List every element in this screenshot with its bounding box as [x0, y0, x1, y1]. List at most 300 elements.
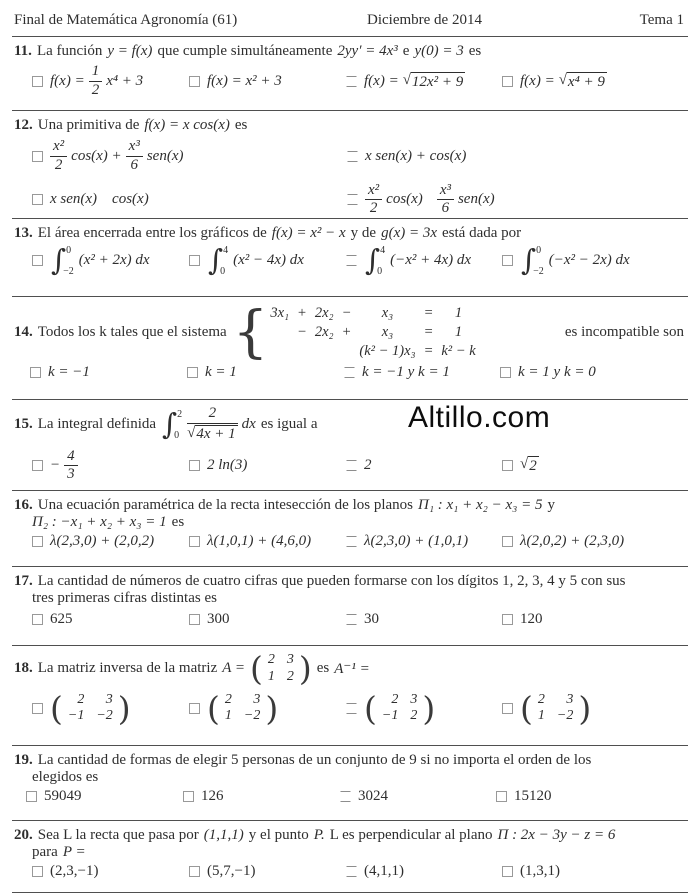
system-cell: −	[297, 324, 307, 340]
math-segment: P =	[62, 844, 86, 860]
question-number: 17.	[14, 573, 33, 589]
denominator: 3	[67, 466, 75, 483]
matrix-cell: −2	[96, 708, 113, 724]
text-segment: Todos los k tales que el sistema	[37, 324, 227, 340]
question-19-options	[14, 788, 686, 805]
checkbox[interactable]	[26, 791, 37, 802]
option	[502, 456, 686, 475]
matrix-cell: 1	[267, 668, 275, 684]
option	[347, 183, 686, 218]
question-20-options	[14, 863, 686, 880]
option-label: 30	[364, 611, 379, 627]
denominator: 2	[54, 156, 63, 173]
numerator: 4	[64, 449, 78, 467]
option-label: 126	[201, 788, 224, 804]
system-cell: 1	[454, 324, 463, 340]
option	[502, 692, 686, 726]
question-number: 19.	[14, 752, 33, 768]
question-18	[12, 646, 688, 746]
option-label: k = −1 y k = 1	[362, 364, 450, 380]
option	[32, 244, 189, 277]
system-cell: 2x₂	[314, 305, 334, 321]
matrix-cell: 2	[410, 708, 418, 724]
system-cell: =	[423, 343, 434, 359]
option	[32, 449, 189, 484]
matrix-cell: −1	[381, 708, 399, 724]
square-root	[403, 72, 466, 91]
option-label: λ(2,3,0) + (2,0,2)	[50, 533, 155, 549]
text-segment: tres primeras cifras distintas es	[32, 590, 217, 606]
checkbox[interactable]	[32, 703, 43, 714]
math-text: (x² + 2x) dx	[78, 252, 150, 268]
option-label: (2,3,−1)	[50, 863, 99, 879]
option	[496, 788, 686, 805]
checkbox[interactable]	[340, 791, 351, 802]
text-segment: y	[547, 497, 556, 513]
option-label	[50, 64, 143, 99]
question-16-text-line1	[14, 497, 686, 514]
checkbox[interactable]	[187, 367, 198, 378]
system-cell: =	[423, 324, 434, 340]
option	[346, 457, 502, 474]
math-segment: (1,1,1)	[203, 827, 244, 843]
question-19-text-line2	[14, 769, 686, 786]
matrix-cell: ( 2	[391, 691, 399, 707]
math-text: f(x) =	[364, 72, 399, 89]
text-segment: está dada por	[442, 225, 522, 241]
option-label: 2	[364, 457, 372, 474]
option	[340, 788, 496, 805]
text-segment: L es perpendicular al plano	[329, 827, 493, 843]
math-text: −	[50, 457, 61, 474]
question-17	[12, 567, 688, 646]
question-16-text-line2	[14, 514, 686, 531]
numerator: 2	[187, 406, 238, 424]
matrix-cell: 3	[566, 691, 574, 707]
option-label	[364, 72, 465, 91]
math-text: cos(x) +	[71, 147, 122, 164]
lower-limit: −2	[63, 266, 74, 277]
system-cell: (k² − 1)x₃	[359, 343, 416, 359]
radicand: √ 2	[529, 458, 537, 475]
checkbox[interactable]	[189, 866, 200, 877]
matrix-cell: ( 2	[537, 691, 545, 707]
option-label	[364, 244, 471, 277]
checkbox[interactable]	[189, 614, 200, 625]
matrix-cell: −2	[243, 708, 261, 724]
matrix-cell: 1	[224, 708, 232, 724]
option	[32, 533, 189, 550]
matrix	[50, 692, 131, 726]
denominator: 2	[91, 81, 100, 98]
system-cell: x₃	[381, 305, 394, 321]
option	[187, 364, 344, 381]
option	[32, 139, 347, 174]
option	[32, 611, 189, 628]
option	[502, 611, 686, 628]
denominator	[187, 424, 238, 443]
numerator: x²	[365, 183, 382, 201]
option-label	[50, 139, 183, 174]
math-segment: g(x) = 3x	[381, 225, 438, 241]
radicand: √ 4x + 1	[196, 425, 236, 442]
question-12-text	[14, 117, 686, 134]
text-segment: es	[468, 43, 482, 59]
question-14-text	[14, 299, 686, 365]
option-label: f(x) = x² + 3	[207, 72, 282, 89]
lower-limit: 0	[377, 266, 383, 277]
question-number: 16.	[14, 497, 33, 513]
fraction	[187, 406, 238, 443]
checkbox[interactable]	[189, 255, 200, 266]
system-cell: =	[423, 305, 434, 321]
system-cell: +	[341, 324, 352, 340]
question-13	[12, 219, 688, 297]
question-number: 14.	[14, 324, 33, 340]
checkbox[interactable]	[346, 614, 357, 625]
lower-limit: 0	[174, 429, 180, 441]
checkbox[interactable]	[346, 255, 357, 266]
math-segment: y(0) = 3	[414, 43, 464, 59]
denominator: 6	[130, 156, 138, 173]
checkbox[interactable]	[344, 367, 355, 378]
math-segment: y = f(x)	[107, 43, 153, 59]
numerator: 1	[89, 64, 103, 82]
radicand: √ x⁴ + 9	[567, 73, 605, 90]
math-segment: A =	[222, 660, 246, 677]
question-14-options	[14, 364, 686, 381]
square-root	[559, 72, 607, 91]
checkbox[interactable]	[32, 460, 43, 471]
question-12-options	[14, 139, 686, 217]
question-16	[12, 491, 688, 567]
option	[183, 788, 340, 805]
option-label	[520, 244, 630, 277]
exam-title: Final de Matemática Agronomía (61)	[14, 11, 238, 28]
math-segment: f(x) = x² − x	[271, 225, 346, 241]
question-15-text	[14, 406, 686, 443]
exam-date: Diciembre de 2014	[367, 11, 482, 28]
option	[346, 244, 502, 277]
lower-limit: 0	[220, 266, 226, 277]
system-cell: 3x₁	[270, 305, 290, 321]
checkbox[interactable]	[347, 194, 358, 205]
option	[189, 244, 346, 277]
matrix-cell: −1	[67, 708, 85, 724]
option	[189, 73, 346, 90]
math-text: cos(x)	[386, 191, 423, 208]
option	[189, 863, 346, 880]
question-20	[12, 821, 688, 893]
option-label: 2 ln(3)	[207, 457, 248, 474]
option-label: 3024	[358, 788, 388, 804]
option-label: x sen(x) + cos(x)	[365, 147, 467, 164]
matrix-cell: 3	[105, 691, 113, 707]
option-label	[50, 449, 78, 484]
text-segment: La matriz inversa de la matriz	[37, 660, 218, 677]
option	[32, 863, 189, 880]
denominator: 6	[441, 200, 450, 217]
question-17-options	[14, 611, 686, 628]
math-text: f(x) =	[50, 72, 85, 89]
system-cell: 2x₂	[314, 324, 334, 340]
option	[32, 692, 189, 726]
option-label	[50, 244, 150, 277]
checkbox[interactable]	[346, 703, 357, 714]
question-number: 11.	[14, 43, 32, 59]
option-label: 120	[520, 611, 543, 627]
text-segment: Una ecuación paramétrica de la recta intesección de los planos	[37, 497, 413, 513]
option-label: k = −1	[48, 364, 90, 380]
option	[26, 788, 183, 805]
matrix-cell: 3	[253, 691, 261, 707]
math-text: (−x² − 2x) dx	[548, 252, 630, 268]
checkbox[interactable]	[502, 76, 513, 87]
integral-expression	[161, 406, 256, 443]
option-label: k = 1	[205, 364, 237, 380]
option	[189, 692, 346, 726]
question-13-options	[14, 244, 686, 277]
math-text: (x² − 4x) dx	[233, 252, 304, 268]
checkbox[interactable]	[502, 536, 513, 547]
brace-symbol: {	[232, 299, 269, 365]
option-label: 625	[50, 611, 73, 627]
matrix-cell: 1	[537, 708, 545, 724]
checkbox[interactable]	[189, 76, 200, 87]
option-label	[520, 72, 607, 91]
page-header	[12, 4, 688, 37]
text-segment: que cumple simultáneamente	[157, 43, 333, 59]
option	[189, 533, 346, 550]
system-cell: k² − k	[441, 343, 476, 359]
checkbox[interactable]	[32, 151, 43, 162]
option	[32, 64, 189, 99]
checkbox[interactable]	[346, 866, 357, 877]
system-cell: −	[341, 305, 352, 321]
checkbox[interactable]	[32, 614, 43, 625]
integral	[51, 244, 74, 277]
matrix	[250, 652, 312, 686]
checkbox[interactable]	[502, 703, 513, 714]
option-label: 15120	[514, 788, 552, 804]
question-number: 15.	[14, 415, 33, 432]
checkbox[interactable]	[189, 460, 200, 471]
checkbox[interactable]	[500, 367, 511, 378]
question-19-text-line1	[14, 752, 686, 769]
option-label	[520, 456, 539, 475]
option	[502, 72, 686, 91]
question-11-text	[14, 43, 686, 60]
fraction	[437, 183, 454, 218]
option	[502, 533, 686, 550]
option	[502, 244, 686, 277]
numerator: x³	[437, 183, 454, 201]
integral	[208, 244, 228, 277]
upper-limit: ∫ 4	[223, 245, 229, 256]
math-text: (−x² + 4x) dx	[390, 252, 472, 268]
question-18-text	[14, 652, 686, 686]
system-cell: +	[297, 305, 307, 321]
option-label	[207, 244, 304, 277]
math-text: dx	[241, 415, 256, 432]
matrix-cell: 2	[286, 668, 294, 684]
question-14	[12, 297, 688, 400]
checkbox[interactable]	[347, 151, 358, 162]
watermark: Altillo.com	[408, 401, 551, 434]
lower-limit: −2	[533, 266, 544, 277]
question-18-options	[14, 692, 686, 726]
math-text: x⁴ + 3	[106, 72, 144, 89]
text-segment: es incompatible son	[564, 324, 684, 340]
option-label: 59049	[44, 788, 82, 804]
upper-limit: ∫ 4	[380, 245, 386, 256]
fraction	[365, 183, 382, 218]
option-label: x sen(x) cos(x)	[50, 191, 149, 208]
upper-limit: ∫ 2	[177, 408, 183, 420]
text-segment: Una primitiva de	[37, 117, 140, 133]
text-segment: elegidos es	[32, 769, 99, 785]
option-label: λ(2,3,0) + (1,0,1)	[364, 533, 469, 549]
question-number: 20.	[14, 827, 33, 843]
square-root	[520, 456, 539, 475]
option	[502, 863, 686, 880]
question-12	[12, 111, 688, 219]
text-segment: es igual a	[260, 415, 318, 432]
option	[189, 457, 346, 474]
upper-limit: ∫ 0	[536, 245, 542, 256]
fraction	[89, 64, 103, 99]
option-label: (5,7,−1)	[207, 863, 256, 879]
matrix-cell: 3	[410, 691, 418, 707]
checkbox[interactable]	[189, 703, 200, 714]
checkbox[interactable]	[502, 614, 513, 625]
checkbox[interactable]	[32, 866, 43, 877]
text-segment: y de	[350, 225, 377, 241]
text-segment: es	[234, 117, 248, 133]
text-segment: e	[402, 43, 410, 59]
radicand: √ 12x² + 9	[411, 73, 464, 90]
question-13-text	[14, 225, 686, 242]
option-label	[365, 183, 495, 218]
option	[346, 72, 502, 91]
text-segment: La función	[36, 43, 103, 59]
system-cell: 1	[454, 305, 463, 321]
math-segment: A⁻¹ =	[334, 661, 370, 678]
option-label: λ(1,0,1) + (4,6,0)	[207, 533, 312, 549]
numerator: x²	[50, 139, 67, 157]
text-segment: La integral definida	[37, 415, 157, 432]
question-16-options	[14, 533, 686, 550]
checkbox[interactable]	[189, 536, 200, 547]
denominator: 2	[369, 200, 378, 217]
option	[346, 533, 502, 550]
checkbox[interactable]	[502, 460, 513, 471]
math-segment: Π₂ : −x₁ + x₂ + x₃ = 1	[32, 514, 167, 530]
option	[346, 611, 502, 628]
equation-system	[270, 305, 475, 360]
square-root	[187, 425, 238, 443]
question-19	[12, 746, 688, 821]
math-text: f(x) =	[520, 72, 555, 89]
math-segment: 2yy′ = 4x³	[337, 43, 398, 59]
text-segment: La cantidad de formas de elegir 5 personas de un conjunto de 9 si no importa el orden de los	[37, 752, 592, 768]
checkbox[interactable]	[346, 536, 357, 547]
checkbox[interactable]	[32, 255, 43, 266]
integral	[162, 408, 182, 441]
matrix	[207, 692, 278, 726]
option-label: 300	[207, 611, 230, 627]
integral	[365, 244, 385, 277]
checkbox[interactable]	[502, 866, 513, 877]
text-segment: El área encerrada entre los gráficos de	[37, 225, 267, 241]
question-15	[12, 400, 688, 491]
matrix-cell: ( 2	[224, 691, 232, 707]
checkbox[interactable]	[30, 367, 41, 378]
question-11	[12, 37, 688, 111]
question-17-text-line2	[14, 590, 686, 607]
option	[189, 611, 346, 628]
integral	[521, 244, 544, 277]
question-20-text-line2	[14, 844, 686, 861]
text-segment: y el punto	[248, 827, 309, 843]
checkbox[interactable]	[183, 791, 194, 802]
question-15-options	[14, 449, 686, 484]
question-17-text-line1	[14, 573, 686, 590]
fraction	[64, 449, 78, 484]
checkbox[interactable]	[32, 536, 43, 547]
text-segment: para	[32, 844, 58, 860]
text-segment: Sea L la recta que pasa por	[37, 827, 199, 843]
option	[347, 139, 686, 174]
fraction	[126, 139, 143, 174]
option-label: (1,3,1)	[520, 863, 560, 879]
checkbox[interactable]	[32, 194, 43, 205]
math-segment: Π : 2x − 3y − z = 6	[497, 827, 616, 843]
option	[346, 692, 502, 726]
option	[344, 364, 500, 381]
math-text: sen(x)	[457, 191, 495, 208]
option	[346, 863, 502, 880]
question-20-text-line1	[14, 827, 686, 844]
checkbox[interactable]	[32, 76, 43, 87]
question-number: 13.	[14, 225, 33, 241]
matrix-cell: ( 2	[77, 691, 85, 707]
option	[500, 364, 686, 381]
matrix	[364, 692, 435, 726]
checkbox[interactable]	[496, 791, 507, 802]
checkbox[interactable]	[502, 255, 513, 266]
option-label: (4,1,1)	[364, 863, 404, 879]
math-segment: Π₁ : x₁ + x₂ − x₃ = 5	[417, 497, 543, 513]
text-segment: La cantidad de números de cuatro cifras que pueden formarse con los dígitos 1, 2, 3, 4 y 5 con sus	[37, 573, 626, 589]
math-segment: P.	[313, 827, 325, 843]
option	[30, 364, 187, 381]
text-segment: es	[316, 660, 330, 677]
numerator: x³	[126, 139, 143, 157]
checkbox[interactable]	[346, 76, 357, 87]
upper-limit: ∫ 0	[66, 245, 72, 256]
checkbox[interactable]	[346, 460, 357, 471]
math-segment: f(x) = x cos(x)	[144, 117, 230, 133]
option-label: k = 1 y k = 0	[518, 364, 596, 380]
matrix	[520, 692, 591, 726]
text-segment: es	[171, 514, 185, 530]
matrix-cell: ( 2	[267, 652, 275, 667]
matrix-cell: −2	[556, 708, 574, 724]
system-cell: x₃	[381, 324, 394, 340]
question-number: 12.	[14, 117, 33, 133]
option	[32, 183, 347, 218]
